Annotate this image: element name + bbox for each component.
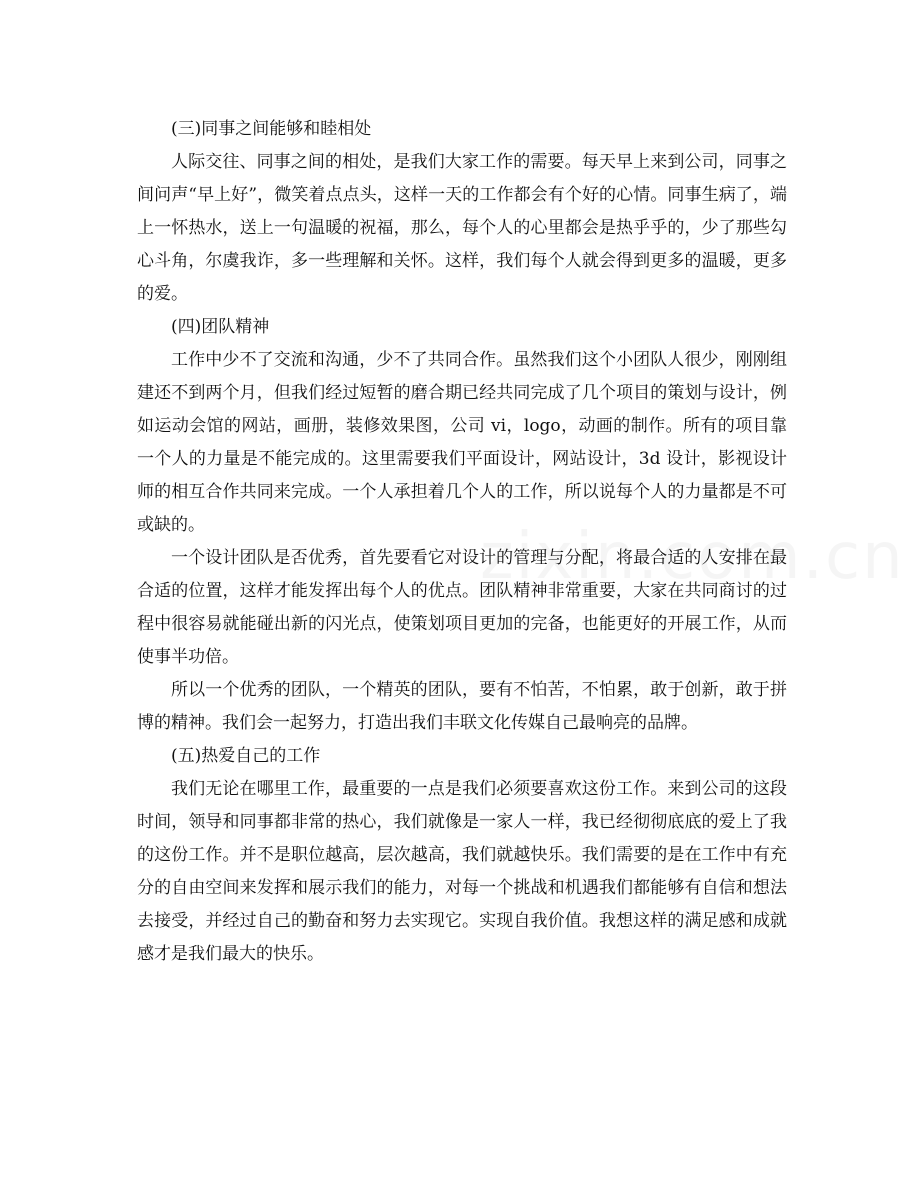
document-body bbox=[137, 113, 787, 971]
section-heading: (三)同事之间能够和睦相处 bbox=[171, 119, 372, 139]
body-paragraph: 一个设计团队是否优秀，首先要看它对设计的管理与分配，将最合适的人安排在最合适的位置，这样才能发挥出每个人的优点。团队精神非常重要，大家在共同商讨的过程中很容易就能碰出新的闪光点，使策划项目更加的完备，也能更好的开展工作，从而使事半功倍。 bbox=[137, 548, 787, 667]
section-heading: (四)团队精神 bbox=[171, 317, 270, 337]
section-heading: (五)热爱自己的工作 bbox=[171, 746, 321, 766]
body-paragraph: 我们无论在哪里工作，最重要的一点是我们必须要喜欢这份工作。来到公司的这段时间，领导和同事都非常的热心，我们就像是一家人一样，我已经彻彻底底的爱上了我的这份工作。并不是职位越高，层次越高，我们就越快乐。我们需要的是在工作中有充分的自由空间来发挥和展示我们的能力，对每一个挑战和机遇我们都能够有自信和想法去接受，并经过自己的勤奋和努力去实现它。实现自我价值。我想这样的满足感和成就感才是我们最大的快乐。 bbox=[137, 779, 787, 964]
body-paragraph: 工作中少不了交流和沟通，少不了共同合作。虽然我们这个小团队人很少，刚刚组建还不到两个月，但我们经过短暂的磨合期已经共同完成了几个项目的策划与设计，例如运动会馆的网站，画册，装修效果图，公司 vi，logo，动画的制作。所有的项目靠一个人的力量是不能完成的。这里需要我们平面设计，网站设计，3d 设计，影视设计师的相互合作共同来完成。一个人承担着几个人的工作，所以说每个人的力量都是不可或缺的。 bbox=[137, 350, 787, 535]
body-paragraph: 人际交往、同事之间的相处，是我们大家工作的需要。每天早上来到公司，同事之间问声“早上好”，微笑着点点头，这样一天的工作都会有个好的心情。同事生病了，端上一怀热水，送上一句温暖的祝福，那么，每个人的心里都会是热乎乎的，少了那些勾心斗角，尔虞我诈，多一些理解和关怀。这样，我们每个人就会得到更多的温暖，更多的爱。 bbox=[137, 152, 787, 304]
body-paragraph: 所以一个优秀的团队，一个精英的团队，要有不怕苦，不怕累，敢于创新，敢于拼博的精神。我们会一起努力，打造出我们丰联文化传媒自己最响亮的品牌。 bbox=[137, 680, 787, 733]
